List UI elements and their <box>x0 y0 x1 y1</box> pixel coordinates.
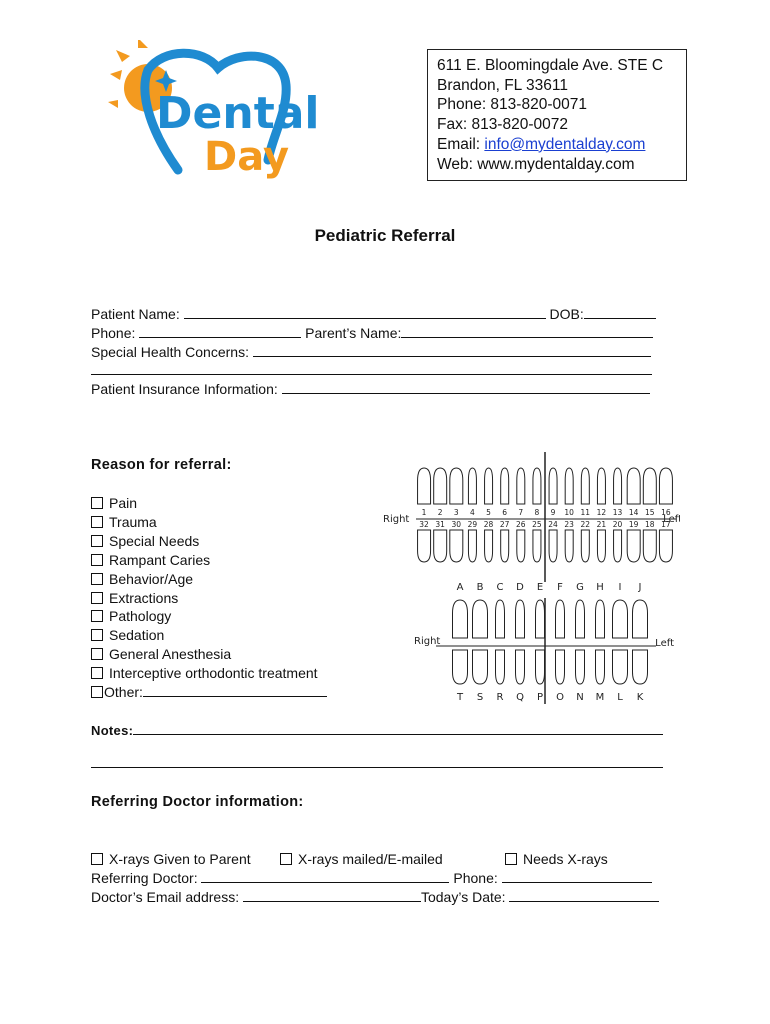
referring-doctor-row: Referring Doctor: Phone: <box>91 870 652 886</box>
tooth-27[interactable] <box>501 530 509 562</box>
tooth-number-13: 13 <box>612 508 623 517</box>
tooth-20[interactable] <box>614 530 622 562</box>
chart-left-label: Lef <box>663 514 679 525</box>
tooth-number-15: 15 <box>645 508 655 517</box>
tooth-number-12: 12 <box>596 508 607 517</box>
tooth-31[interactable] <box>434 530 447 562</box>
insurance-row: Patient Insurance Information: <box>91 381 650 397</box>
tooth-16[interactable] <box>659 468 672 504</box>
concerns-field[interactable] <box>253 344 651 357</box>
primary-tooth-letter-A: A <box>456 582 464 593</box>
primary-tooth-G[interactable] <box>576 600 585 638</box>
primary-tooth-letter-P: P <box>536 692 544 703</box>
reason-item-sedation[interactable]: Sedation <box>91 626 327 645</box>
primary-tooth-D[interactable] <box>516 600 525 638</box>
primary-tooth-L[interactable] <box>613 650 628 684</box>
primary-tooth-J[interactable] <box>633 600 648 638</box>
checkbox[interactable] <box>505 853 517 865</box>
reason-item-rampant-caries[interactable]: Rampant Caries <box>91 551 327 570</box>
address-line-2: Brandon, FL 33611 <box>437 76 568 94</box>
concerns-field-line-2[interactable] <box>91 362 652 375</box>
checkbox[interactable] <box>91 667 103 679</box>
primary-tooth-N[interactable] <box>576 650 585 684</box>
tooth-number-5: 5 <box>486 508 491 517</box>
checkbox[interactable] <box>91 686 103 698</box>
tooth-9[interactable] <box>549 468 557 504</box>
tooth-number-18: 18 <box>645 520 655 529</box>
primary-tooth-A[interactable] <box>453 600 468 638</box>
other-field[interactable] <box>143 684 327 697</box>
checkbox[interactable] <box>91 497 103 509</box>
referring-doctor-field[interactable] <box>201 870 449 883</box>
primary-tooth-letter-D: D <box>516 582 524 593</box>
checkbox[interactable] <box>91 592 103 604</box>
primary-tooth-T[interactable] <box>453 650 468 684</box>
logo-word-dental: Dental <box>156 88 320 139</box>
tooth-number-20: 20 <box>612 520 623 529</box>
tooth-number-29: 29 <box>467 520 478 529</box>
tooth-6[interactable] <box>501 468 509 504</box>
primary-tooth-I[interactable] <box>613 600 628 638</box>
email-line: Email: info@mydentalday.com <box>437 135 646 153</box>
tooth-28[interactable] <box>485 530 493 562</box>
xray-option-mailed[interactable]: X-rays mailed/E-mailed <box>280 851 443 867</box>
checkbox[interactable] <box>91 554 103 566</box>
tooth-5[interactable] <box>485 468 493 504</box>
primary-tooth-letter-F: F <box>557 582 563 593</box>
tooth-23[interactable] <box>565 530 573 562</box>
reason-item-other[interactable]: Other: <box>91 683 327 702</box>
tooth-21[interactable] <box>597 530 605 562</box>
tooth-22[interactable] <box>581 530 589 562</box>
checkbox[interactable] <box>91 629 103 641</box>
reason-heading: Reason for referral: <box>91 457 232 473</box>
primary-tooth-letter-S: S <box>476 692 484 703</box>
tooth-number-8: 8 <box>534 508 540 517</box>
tooth-number-27: 27 <box>499 520 510 529</box>
primary-tooth-S[interactable] <box>473 650 488 684</box>
reason-item-interceptive-ortho[interactable]: Interceptive orthodontic treatment <box>91 664 327 683</box>
todays-date-field[interactable] <box>509 889 659 902</box>
checkbox[interactable] <box>91 516 103 528</box>
tooth-15[interactable] <box>643 468 656 504</box>
patient-phone-field[interactable] <box>139 325 301 338</box>
checkbox[interactable] <box>91 853 103 865</box>
chart-left-label-primary: Left <box>655 638 674 649</box>
tooth-number-24: 24 <box>548 520 558 529</box>
tooth-3[interactable] <box>450 468 463 504</box>
doctor-email-row: Doctor’s Email address: Today’s Date: <box>91 889 659 905</box>
tooth-number-22: 22 <box>580 520 591 529</box>
tooth-26[interactable] <box>517 530 525 562</box>
doctor-heading: Referring Doctor information: <box>91 794 304 810</box>
tooth-number-6: 6 <box>502 508 508 517</box>
concerns-row: Special Health Concerns: <box>91 344 651 360</box>
tooth-number-1: 1 <box>421 508 427 517</box>
doctor-phone-field[interactable] <box>502 870 652 883</box>
tooth-number-7: 7 <box>518 508 524 517</box>
tooth-7[interactable] <box>517 468 525 504</box>
chart-right-label-primary: Right <box>414 636 441 647</box>
notes-field-line-2[interactable] <box>91 755 663 768</box>
primary-tooth-O[interactable] <box>556 650 565 684</box>
tooth-number-14: 14 <box>628 508 639 517</box>
tooth-1[interactable] <box>418 468 431 504</box>
primary-tooth-Q[interactable] <box>516 650 525 684</box>
reason-item-pathology[interactable]: Pathology <box>91 607 327 626</box>
tooth-4[interactable] <box>468 468 476 504</box>
patient-name-field[interactable] <box>184 306 546 319</box>
address-line-1: 611 E. Bloomingdale Ave. STE C <box>437 57 664 74</box>
reason-list <box>91 494 327 702</box>
fax-line: Fax: 813-820-0072 <box>437 116 568 134</box>
primary-tooth-letter-E: E <box>536 582 544 593</box>
primary-tooth-letter-Q: Q <box>516 692 524 703</box>
tooth-chart <box>380 452 680 704</box>
tooth-number-31: 31 <box>435 520 445 529</box>
tooth-number-30: 30 <box>451 520 462 529</box>
checkbox[interactable] <box>91 535 103 547</box>
primary-tooth-M[interactable] <box>596 650 605 684</box>
tooth-number-32: 32 <box>419 520 429 529</box>
tooth-25[interactable] <box>533 530 541 562</box>
dob-field[interactable] <box>584 306 656 319</box>
tooth-2[interactable] <box>434 468 447 504</box>
primary-tooth-letter-M: M <box>595 692 605 703</box>
phone-parent-row: Phone: Parent’s Name: <box>91 325 653 341</box>
tooth-30[interactable] <box>450 530 463 562</box>
tooth-number-11: 11 <box>580 508 591 517</box>
tooth-number-2: 2 <box>437 508 443 517</box>
tooth-19[interactable] <box>627 530 640 562</box>
chart-right-label: Right <box>383 514 410 525</box>
reason-item-pain[interactable]: Pain <box>91 494 327 513</box>
tooth-number-3: 3 <box>453 508 459 517</box>
phone-line: Phone: 813-820-0071 <box>437 96 587 114</box>
tooth-number-25: 25 <box>532 520 542 529</box>
tooth-17[interactable] <box>659 530 672 562</box>
tooth-number-19: 19 <box>628 520 639 529</box>
tooth-11[interactable] <box>581 468 589 504</box>
reason-item-special-needs[interactable]: Special Needs <box>91 532 327 551</box>
primary-tooth-letter-N: N <box>576 692 584 703</box>
reason-item-extractions[interactable]: Extractions <box>91 589 327 608</box>
primary-tooth-K[interactable] <box>633 650 648 684</box>
primary-tooth-letter-K: K <box>636 692 644 703</box>
checkbox[interactable] <box>91 648 103 660</box>
primary-tooth-letter-B: B <box>476 582 484 593</box>
primary-tooth-E[interactable] <box>536 600 545 638</box>
tooth-13[interactable] <box>614 468 622 504</box>
email-link[interactable]: info@mydentalday.com <box>484 135 646 153</box>
page-title: Pediatric Referral <box>314 226 456 245</box>
primary-tooth-letter-C: C <box>496 582 504 593</box>
web-line: Web: www.mydentalday.com <box>437 155 635 173</box>
primary-tooth-letter-T: T <box>456 692 464 703</box>
primary-tooth-F[interactable] <box>556 600 565 638</box>
xray-option-given[interactable]: X-rays Given to Parent <box>91 851 251 867</box>
patient-name-row: Patient Name: DOB: <box>91 306 656 322</box>
primary-tooth-letter-O: O <box>556 692 564 703</box>
dental-day-logo <box>108 40 324 182</box>
tooth-32[interactable] <box>418 530 431 562</box>
primary-tooth-letter-L: L <box>617 692 623 703</box>
tooth-12[interactable] <box>597 468 605 504</box>
tooth-10[interactable] <box>565 468 573 504</box>
checkbox[interactable] <box>91 610 103 622</box>
tooth-29[interactable] <box>468 530 476 562</box>
tooth-number-9: 9 <box>550 508 556 517</box>
parent-name-field[interactable] <box>401 325 653 338</box>
primary-tooth-R[interactable] <box>496 650 505 684</box>
insurance-field[interactable] <box>282 381 650 394</box>
tooth-number-10: 10 <box>564 508 574 517</box>
primary-tooth-H[interactable] <box>596 600 605 638</box>
primary-tooth-B[interactable] <box>473 600 488 638</box>
xray-option-needs[interactable]: Needs X-rays <box>505 851 608 867</box>
tooth-8[interactable] <box>533 468 541 504</box>
notes-field[interactable] <box>133 722 663 735</box>
checkbox[interactable] <box>91 573 103 585</box>
tooth-number-16: 16 <box>661 508 671 517</box>
primary-tooth-letter-G: G <box>576 582 584 593</box>
doctor-email-field[interactable] <box>243 889 421 902</box>
reason-item-general-anesthesia[interactable]: General Anesthesia <box>91 645 327 664</box>
tooth-number-23: 23 <box>564 520 574 529</box>
tooth-24[interactable] <box>549 530 557 562</box>
primary-tooth-letter-J: J <box>638 582 642 593</box>
reason-item-behavior-age[interactable]: Behavior/Age <box>91 570 327 589</box>
tooth-number-28: 28 <box>483 520 494 529</box>
primary-tooth-C[interactable] <box>496 600 505 638</box>
notes-row: Notes: <box>91 722 663 738</box>
primary-tooth-P[interactable] <box>536 650 545 684</box>
primary-tooth-letter-I: I <box>618 582 622 593</box>
reason-item-trauma[interactable]: Trauma <box>91 513 327 532</box>
tooth-number-26: 26 <box>516 520 526 529</box>
tooth-14[interactable] <box>627 468 640 504</box>
tooth-number-4: 4 <box>470 508 475 517</box>
contact-box <box>427 49 687 181</box>
tooth-18[interactable] <box>643 530 656 562</box>
tooth-number-17: 17 <box>661 520 671 529</box>
logo-word-day: Day <box>204 134 290 180</box>
primary-tooth-letter-R: R <box>496 692 504 703</box>
tooth-number-21: 21 <box>596 520 607 529</box>
checkbox[interactable] <box>280 853 292 865</box>
primary-tooth-letter-H: H <box>596 582 604 593</box>
